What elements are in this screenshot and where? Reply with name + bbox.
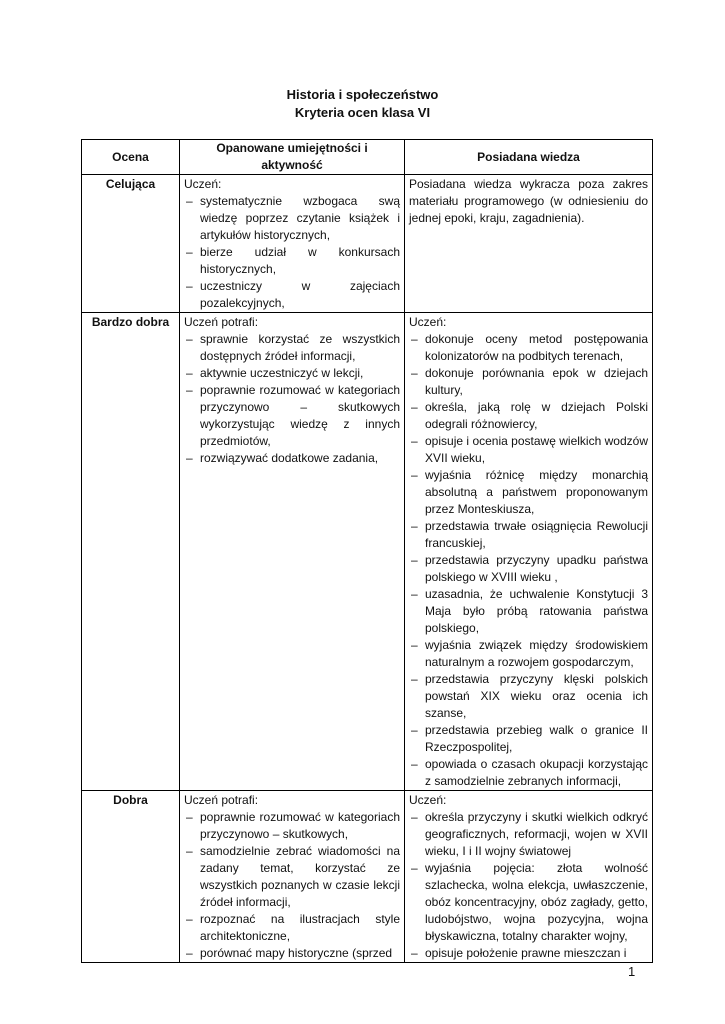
page-number: 1 [628, 964, 636, 979]
skills-list [184, 331, 400, 467]
table-header-row [82, 140, 653, 175]
column-header-grade: Ocena [82, 140, 180, 175]
grade-cell: Celująca [82, 175, 180, 313]
knowledge-cell [405, 791, 653, 963]
grade-cell: Dobra [82, 791, 180, 963]
skills-list [184, 809, 400, 962]
list-item: – rozpoznać na ilustracjach style architektoniczne, [184, 911, 400, 945]
skills-intro: Uczeń potrafi: [184, 793, 259, 807]
list-item: – wyjaśnia różnicę między monarchią absolutną a państwem proponowanym przez Monteskiusza, [409, 467, 648, 518]
list-item: – samodzielnie zebrać wiadomości na zadany temat, korzystać ze wszystkich poznanych w czasie lekcji źródeł informacji, [184, 843, 400, 911]
skills-intro: Uczeń: [184, 177, 222, 191]
list-item: – poprawnie rozumować w kategoriach przyczynowo – skutkowych wykorzystując wiedzę z innych przedmiotów, [184, 382, 400, 450]
table-row [82, 791, 653, 963]
list-item: – opisuje i ocenia postawę wielkich wodzów XVII wieku, [409, 433, 648, 467]
column-header-skills: Opanowane umiejętności i aktywność [180, 140, 405, 175]
list-item: – dokonuje porównania epok w dziejach kultury, [409, 365, 648, 399]
skills-cell [180, 175, 405, 313]
list-item: – bierze udział w konkursach historycznych, [184, 244, 400, 278]
list-item: – opowiada o czasach okupacji korzystając z samodzielnie zebranych informacji, [409, 756, 648, 790]
knowledge-intro: Uczeń: [409, 315, 447, 329]
list-item: – określa przyczyny i skutki wielkich odkryć geograficznych, reformacji, wojen w XVII wieku, I i II wojny światowej [409, 809, 648, 860]
skills-list [184, 193, 400, 312]
knowledge-intro: Uczeń: [409, 793, 447, 807]
list-item: – poprawnie rozumować w kategoriach przyczynowo – skutkowych, [184, 809, 400, 843]
document-title: Historia i społeczeństwo [286, 87, 439, 102]
list-item: – przedstawia trwałe osiągnięcia Rewolucji francuskiej, [409, 518, 648, 552]
list-item: – aktywnie uczestniczyć w lekcji, [184, 365, 400, 382]
list-item: – wyjaśnia związek między środowiskiem naturalnym a rozwojem gospodarczym, [409, 637, 648, 671]
list-item: – przedstawia przyczyny upadku państwa polskiego w XVIII wieku , [409, 552, 648, 586]
knowledge-list [409, 331, 648, 790]
grade-cell: Bardzo dobra [82, 313, 180, 791]
skills-intro: Uczeń potrafi: [184, 315, 259, 329]
document-subtitle: Kryteria ocen klasa VI [294, 105, 431, 120]
list-item: – porównać mapy historyczne (sprzed [184, 945, 400, 962]
list-item: – uzasadnia, że uchwalenie Konstytucji 3 Maja było próbą ratowania państwa polskiego, [409, 586, 648, 637]
list-item: – uczestniczy w zajęciach pozalekcyjnych, [184, 278, 400, 312]
list-item: – przedstawia przebieg walk o granice II Rzeczpospolitej, [409, 722, 648, 756]
table-row [82, 175, 653, 313]
list-item: – wyjaśnia pojęcia: złota wolność szlachecka, wolna elekcja, uwłaszczenie, obóz koncentracyjny, obóz zagłady, getto, ludobójstwo, wojna pozycyjna, wojna błyskawiczna, totalny charakter wojny, [409, 860, 648, 945]
list-item: – sprawnie korzystać ze wszystkich dostępnych źródeł informacji, [184, 331, 400, 365]
list-item: – rozwiązywać dodatkowe zadania, [184, 450, 400, 467]
column-header-knowledge: Posiadana wiedza [405, 140, 653, 175]
knowledge-cell [405, 313, 653, 791]
skills-cell [180, 313, 405, 791]
list-item: – systematycznie wzbogaca swą wiedzę poprzez czytanie książek i artykułów historycznych, [184, 193, 400, 244]
skills-cell [180, 791, 405, 963]
criteria-table [81, 139, 653, 963]
list-item: – określa, jaką rolę w dziejach Polski odegrali różnowiercy, [409, 399, 648, 433]
list-item: – przedstawia przyczyny klęski polskich powstań XIX wieku oraz ocenia ich szanse, [409, 671, 648, 722]
table-row [82, 313, 653, 791]
list-item: – dokonuje oceny metod postępowania kolonizatorów na podbitych terenach, [409, 331, 648, 365]
knowledge-text: Posiadana wiedza wykracza poza zakres materiału programowego (w odniesieniu do jednej epoki, kraju, zagadnienia). [409, 177, 648, 225]
knowledge-cell [405, 175, 653, 313]
knowledge-list [409, 809, 648, 962]
list-item: – opisuje położenie prawne mieszczan i [409, 945, 648, 962]
